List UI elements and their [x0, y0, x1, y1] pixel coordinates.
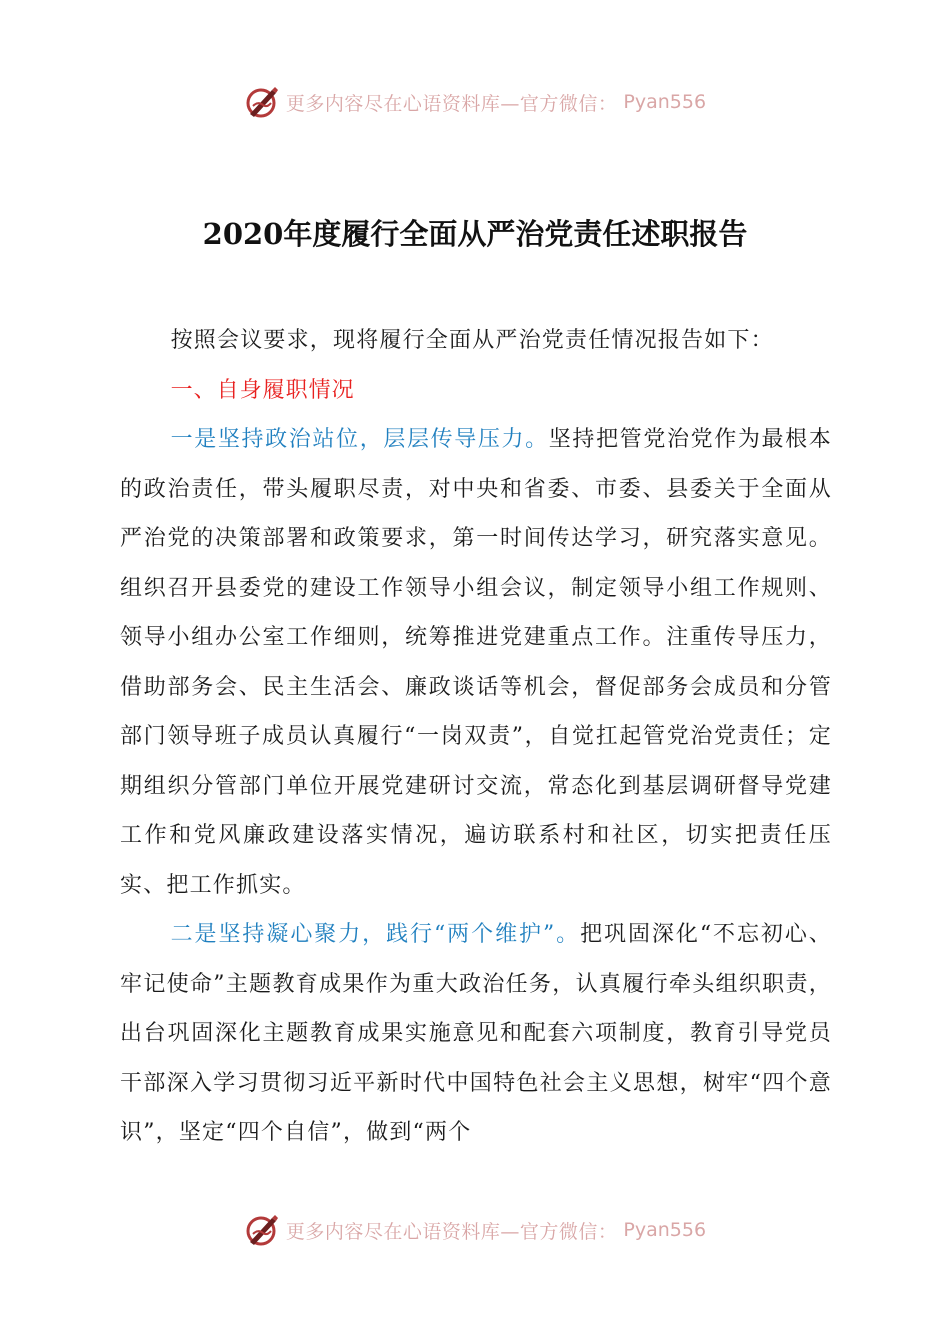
- body-paragraph: [120, 910, 832, 1158]
- watermark-banner-top: [0, 82, 950, 122]
- section-heading: 一、自身履职情况: [170, 377, 355, 403]
- paragraph-lead: 一是坚持政治站位，层层传导压力。: [170, 427, 549, 452]
- watermark-handle: Pyan556: [623, 91, 707, 113]
- watermark-text: 更多内容尽在心语资料库—官方微信：: [285, 1220, 618, 1243]
- paragraph-body: 把巩固深化“不忘初心、牢记使命”主题教育成果作为重大政治任务，认真履行牵头组织职责，出台巩固深化主题教育成果实施意见和配套六项制度，教育引导党员干部深入学习贯彻习近平新时代中国特色社会主义思想，树牢“四个意识”，坚定“四个自信”，做到“两个: [120, 922, 832, 1145]
- intro-paragraph: 按照会议要求，现将履行全面从严治党责任情况报告如下：: [170, 328, 774, 353]
- document-title: 2020年度履行全面从严治党责任述职报告: [202, 217, 748, 251]
- pen-circle-logo-icon: [244, 84, 280, 120]
- paragraph-lead: 二是坚持凝心聚力，践行“两个维护”。: [170, 922, 581, 947]
- document-body: [120, 316, 832, 1158]
- watermark-banner-bottom: [0, 1210, 950, 1250]
- body-paragraph: [120, 415, 832, 910]
- pen-circle-logo-icon: [244, 1212, 280, 1248]
- paragraph-body: 坚持把管党治党作为最根本的政治责任，带头履职尽责，对中央和省委、市委、县委关于全面从严治党的决策部署和政策要求，第一时间传达学习，研究落实意见。组织召开县委党的建设工作领导小组会议，制定领导小组工作规则、领导小组办公室工作细则，统筹推进党建重点工作。注重传导压力，借助部务会、民主生活会、廉政谈话等机会，督促部务会成员和分管部门领导班子成员认真履行“一岗双责”，自觉扛起管党治党责任；定期组织分管部门单位开展党建研讨交流，常态化到基层调研督导党建工作和党风廉政建设落实情况，遍访联系村和社区，切实把责任压实、把工作抓实。: [120, 427, 833, 898]
- watermark-handle: Pyan556: [623, 1219, 707, 1241]
- watermark-text: 更多内容尽在心语资料库—官方微信：: [285, 92, 618, 115]
